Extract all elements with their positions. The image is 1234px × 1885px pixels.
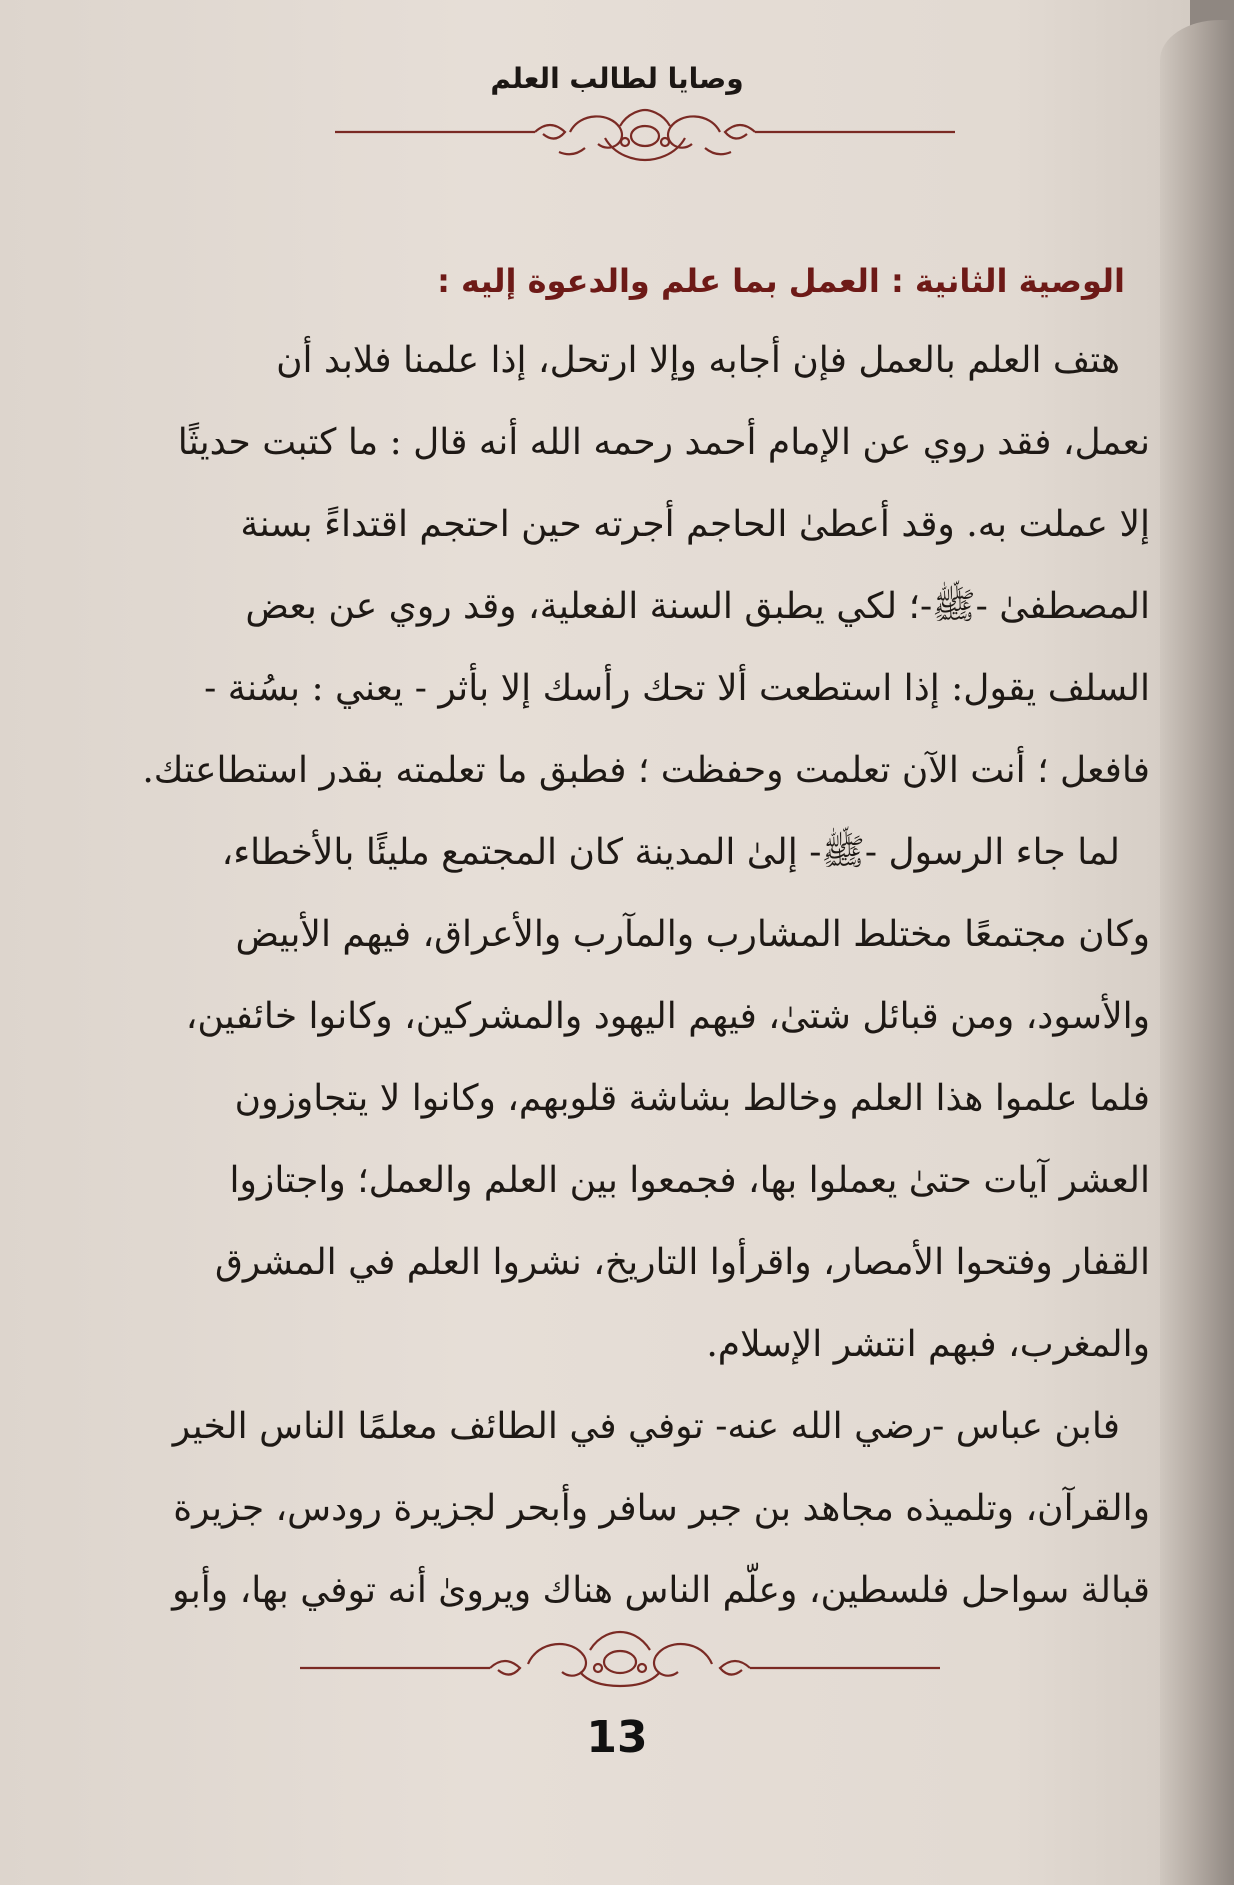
text-line: السلف يقول: إذا استطعت ألا تحك رأسك إلا بأثر - يعني : بسُنة - [204,668,1150,709]
text-line: إلا عملت به. وقد أعطىٰ الحاجم أجرته حين احتجم اقتداءً بسنة [240,504,1150,545]
text-line: فافعل ؛ أنت الآن تعلمت وحفظت ؛ فطبق ما تعلمته بقدر استطاعتك. [142,750,1150,791]
text-line: هتف العلم بالعمل فإن أجابه وإلا ارتحل، إذا علمنا فلابد أن [276,340,1120,381]
text-line: نعمل، فقد روي عن الإمام أحمد رحمه الله أنه قال : ما كتبت حديثًا [177,422,1150,463]
text-line: فلما علموا هذا العلم وخالط بشاشة قلوبهم، وكانوا لا يتجاوزون [234,1078,1150,1119]
text-line: والأسود، ومن قبائل شتىٰ، فيهم اليهود والمشركين، وكانوا خائفين، [185,996,1150,1037]
running-head: وصايا لطالب العلم [490,62,744,95]
text-line: القفار وفتحوا الأمصار، واقرأوا التاريخ، نشروا العلم في المشرق [214,1242,1150,1283]
text-line: وكان مجتمعًا مختلط المشارب والمآرب والأعراق، فيهم الأبيض [235,914,1150,955]
text-line: لما جاء الرسول -ﷺ- إلىٰ المدينة كان المجتمع مليئًا بالأخطاء، [221,832,1120,873]
bottom-ornament [300,1628,940,1688]
top-ornament [335,108,955,168]
page-number: 13 [586,1712,648,1763]
page-edge [1160,20,1234,1885]
text-line: المصطفىٰ -ﷺ-؛ لكي يطبق السنة الفعلية، وقد روي عن بعض [245,586,1150,627]
body-text [100,320,1150,1632]
text-line: العشر آيات حتىٰ يعملوا بها، فجمعوا بين العلم والعمل؛ واجتازوا [229,1160,1150,1201]
text-line: قبالة سواحل فلسطين، وعلّم الناس هناك ويروىٰ أنه توفي بها، وأبو [172,1570,1150,1611]
section-heading: الوصية الثانية : العمل بما علم والدعوة إليه : [437,262,1125,300]
text-line: والقرآن، وتلميذه مجاهد بن جبر سافر وأبحر لجزيرة رودس، جزيرة [173,1488,1150,1529]
text-line: والمغرب، فبهم انتشر الإسلام. [706,1324,1150,1365]
text-line: فابن عباس -رضي الله عنه- توفي في الطائف معلمًا الناس الخير [172,1406,1120,1447]
